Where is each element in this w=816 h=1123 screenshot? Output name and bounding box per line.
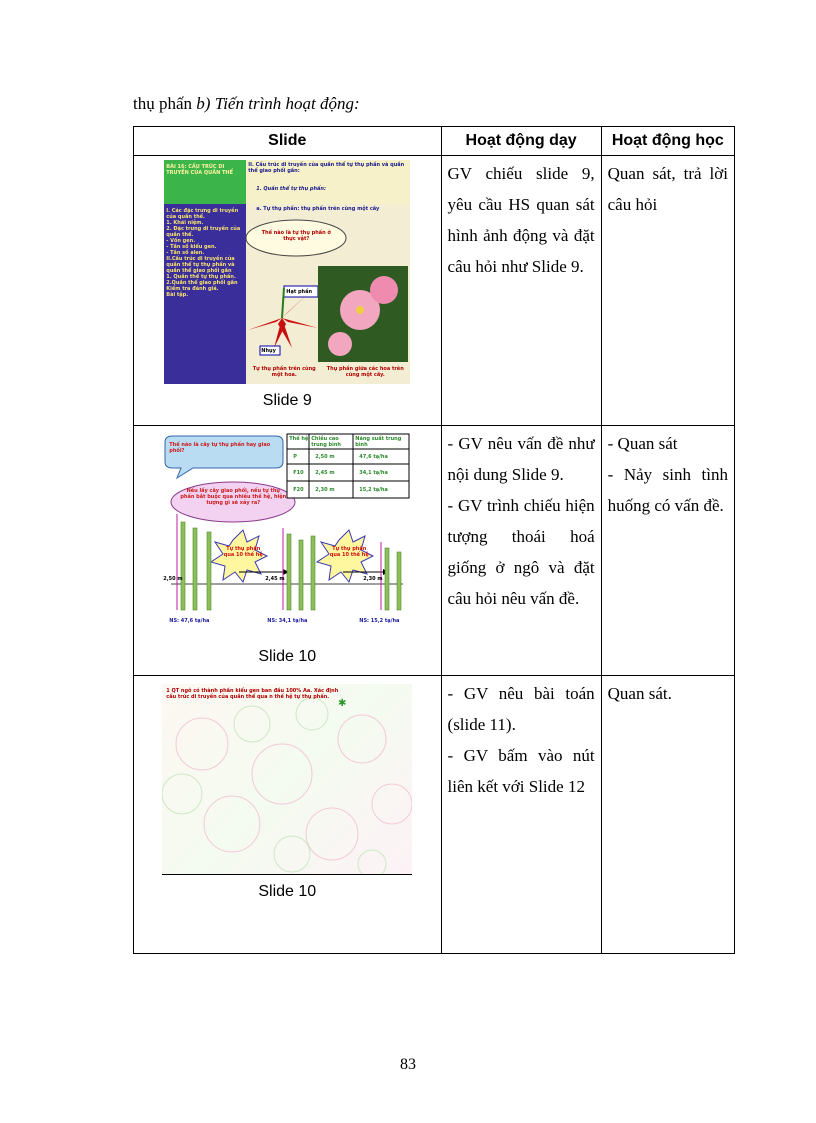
header-slide: Slide xyxy=(134,127,442,156)
teaching-text: GV chiếu slide 9, yêu cầu HS quan sát hình ảnh động và đặt câu hỏi như Slide 9. xyxy=(447,164,595,276)
teaching-text: - GV nêu bài toán (slide 11). xyxy=(447,684,595,734)
slide9-image xyxy=(164,160,410,384)
learning-text: Quan sát, trả lời câu hỏi xyxy=(607,164,728,214)
teaching-text: - GV bấm vào nút liên kết với Slide 12 xyxy=(447,746,595,796)
outline-item: 1. Khái niệm. xyxy=(166,220,204,226)
slide9-title: BÀI 16: CẤU TRÚC DI TRUYỀN CỦA QUẦN THỂ xyxy=(166,164,234,176)
outline-item: 1. Quần thể tự thụ phấn. xyxy=(166,274,236,280)
slide10-height-3: 2,30 m xyxy=(363,576,383,582)
slide11-problem-text: 1 QT ngô có thành phần kiểu gen ban đầu 100% Aa. Xác định cấu trúc di truyền của quần thể qua n thế hệ tự thụ phấn. xyxy=(166,688,339,700)
outline-item: Bài tập. xyxy=(166,292,189,298)
outline-item: I. Các đặc trưng di truyền của quần thể. xyxy=(166,208,239,220)
slide9-question-bubble: Thế nào là tự thụ phấn ở thực vật? xyxy=(261,230,331,242)
slide-cell xyxy=(134,156,442,426)
slide9-stigma-label: Nhụy xyxy=(261,348,276,354)
learning-text: - Quan sát xyxy=(607,434,678,453)
intro-lead: thụ phấn xyxy=(133,94,193,113)
data-table-cell: F10 xyxy=(293,470,304,476)
teaching-cell xyxy=(441,426,601,676)
slide10-height-2: 2,45 m xyxy=(265,576,285,582)
learning-cell xyxy=(601,676,734,954)
slide-caption: Slide 10 xyxy=(258,648,317,665)
table-row xyxy=(134,426,735,676)
outline-item: - Tần số alen. xyxy=(166,250,205,256)
data-table-cell: 2,30 m xyxy=(315,487,335,493)
slide10-question1: Thế nào là cây tự thụ phấn hay giao phối? xyxy=(169,442,271,454)
outline-item: 2.Quần thể giao phối gần xyxy=(166,280,238,286)
intro-subheading: b) Tiến trình hoạt động: xyxy=(196,94,360,113)
slide-cell xyxy=(134,676,442,954)
header-teaching: Hoạt động dạy xyxy=(441,127,601,156)
data-table-cell: 34,1 tạ/ha xyxy=(359,470,388,476)
teaching-cell xyxy=(441,676,601,954)
slide9-subheading: 1. Quần thể tự thụ phấn: xyxy=(256,186,326,192)
data-table-head: Năng suất trung bình xyxy=(355,436,402,448)
learning-cell xyxy=(601,156,734,426)
slide-caption: Slide 9 xyxy=(262,392,312,409)
slide10-image xyxy=(163,432,411,632)
data-table-cell: 2,50 m xyxy=(315,454,335,460)
slide9-caption-right: Thụ phấn giữa các hoa trên cùng một cây. xyxy=(326,366,404,378)
intro-line xyxy=(133,94,360,114)
data-table-cell: F20 xyxy=(293,487,304,493)
page-number: 83 xyxy=(400,1056,416,1073)
learning-text: Quan sát. xyxy=(607,684,672,703)
data-table-head: Chiều cao trung bình xyxy=(311,436,341,448)
slide-cell xyxy=(134,426,442,676)
slide-caption: Slide 10 xyxy=(258,883,317,900)
data-table-head: Thế hệ xyxy=(289,436,309,442)
table-header-row xyxy=(134,127,735,156)
learning-cell xyxy=(601,426,734,676)
slide9-heading: II. Cấu trúc di truyền của quần thể tự thụ phấn và quần thể giao phối gần: xyxy=(248,162,405,174)
slide10-graphic xyxy=(163,432,411,632)
outline-item: 2. Đặc trưng di truyền của quần thể. xyxy=(166,226,241,238)
slide10-question2: Nếu lấy cây giao phối, nếu tự thụ phấn bắt buộc qua nhiều thế hệ, hiện tượng gì sẽ xảy ra? xyxy=(180,488,287,506)
slide9-pollen-label: Hạt phấn xyxy=(286,289,313,295)
svg-text:✱: ✱ xyxy=(338,698,347,709)
activity-table xyxy=(133,126,735,954)
slide11-image xyxy=(162,684,412,875)
slide10-height-1: 2,50 m xyxy=(163,576,183,582)
header-learning: Hoạt động học xyxy=(601,127,734,156)
outline-item: Kiểm tra đánh giá. xyxy=(166,286,219,292)
outline-item: - Vốn gen. xyxy=(166,238,196,244)
slide10-burst-left: Tự thụ phấn qua 10 thế hệ xyxy=(223,546,263,558)
data-table-cell: P xyxy=(293,454,297,460)
slide9-definition: a. Tự thụ phấn: thụ phấn trên cùng một cây xyxy=(256,206,380,212)
data-table-cell: 2,45 m xyxy=(315,470,335,476)
slide9-caption-left: Tự thụ phấn trên cùng một hoa. xyxy=(252,366,316,378)
learning-text: - Nảy sinh tình huống có vấn đề. xyxy=(607,465,728,515)
slide10-burst-right: Tự thụ phấn qua 10 thế hệ xyxy=(329,546,369,558)
outline-item: - Tần số kiểu gen. xyxy=(166,244,217,250)
outline-item: II.Cấu trúc di truyền của quần thể tự thụ phấn và quần thể giao phối gần xyxy=(166,256,235,274)
teaching-text: - GV nêu vấn đề như nội dung Slide 9. xyxy=(447,434,595,484)
slide11-background xyxy=(162,684,412,874)
table-row xyxy=(134,676,735,954)
teaching-text: - GV trình chiếu hiện tượng thoái hoá giống ở ngô và đặt câu hỏi nêu vấn đề. xyxy=(447,496,595,608)
slide9-outline xyxy=(166,208,244,298)
slide10-yield-1: NS: 47,6 tạ/ha xyxy=(169,618,210,624)
data-table-cell: 47,6 tạ/ha xyxy=(359,454,388,460)
slide10-yield-3: NS: 15,2 tạ/ha xyxy=(359,618,400,624)
teaching-cell xyxy=(441,156,601,426)
data-table-cell: 15,2 tạ/ha xyxy=(359,487,388,493)
table-row xyxy=(134,156,735,426)
slide10-yield-2: NS: 34,1 tạ/ha xyxy=(267,618,308,624)
